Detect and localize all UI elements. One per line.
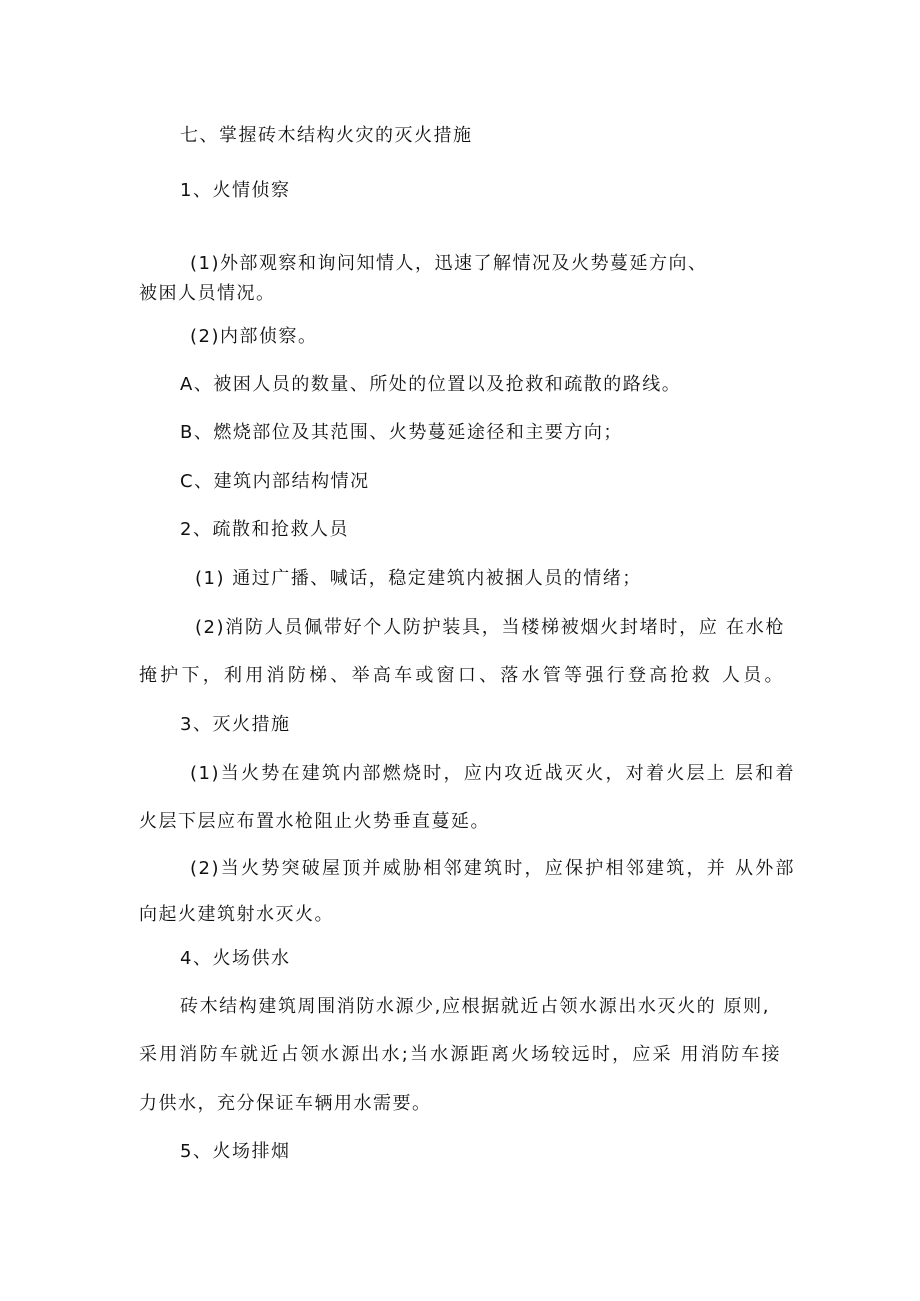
subsection-heading-1: 1、火情侦察 — [180, 180, 291, 201]
paragraph-line: 被困人员情况。 — [139, 283, 276, 304]
subsection-heading-5: 5、火场排烟 — [180, 1141, 291, 1162]
paragraph-line: (1) 通过广播、喊话，稳定建筑内被捆人员的情绪； — [195, 568, 642, 589]
paragraph-line: (2)内部侦察。 — [190, 326, 318, 347]
paragraph-line: 力供水，充分保证车辆用水需要。 — [139, 1093, 432, 1114]
list-item: C、建筑内部结构情况 — [180, 471, 370, 492]
paragraph-line: (1)外部观察和询问知情人，迅速了解情况及火势蔓延方向、 — [190, 253, 708, 274]
subsection-heading-4: 4、火场供水 — [180, 948, 291, 969]
paragraph-line: 掩护下，利用消防梯、举高车或窗口、落水管等强行登高抢救 人员。 — [139, 665, 784, 686]
paragraph-line: 火层下层应布置水枪阻止火势垂直蔓延。 — [139, 811, 490, 832]
paragraph-line: 砖木结构建筑周围消防水源少,应根据就近占领水源出水灭火的 原则, — [180, 996, 770, 1017]
list-item: B、燃烧部位及其范围、火势蔓延途径和主要方向； — [180, 422, 623, 443]
subsection-heading-3: 3、灭火措施 — [180, 714, 291, 735]
paragraph-line: (2)消防人员佩带好个人防护装具，当楼梯被烟火封堵时，应 在水枪 — [195, 617, 785, 638]
list-item: A、被困人员的数量、所处的位置以及抢救和疏散的路线。 — [180, 374, 682, 395]
paragraph-line: 采用消防车就近占领水源出水;当水源距离火场较远时，应采 用消防车接 — [139, 1044, 781, 1065]
paragraph-line: 向起火建筑射水灭火。 — [139, 904, 334, 925]
paragraph-line: (1)当火势在建筑内部燃烧时，应内攻近战灭火，对着火层上 层和着 — [190, 763, 795, 784]
section-heading-7: 七、掌握砖木结构火灾的灭火措施 — [180, 125, 473, 146]
paragraph-line: (2)当火势突破屋顶并威胁相邻建筑时，应保护相邻建筑，并 从外部 — [190, 858, 795, 879]
subsection-heading-2: 2、疏散和抢救人员 — [180, 519, 349, 540]
